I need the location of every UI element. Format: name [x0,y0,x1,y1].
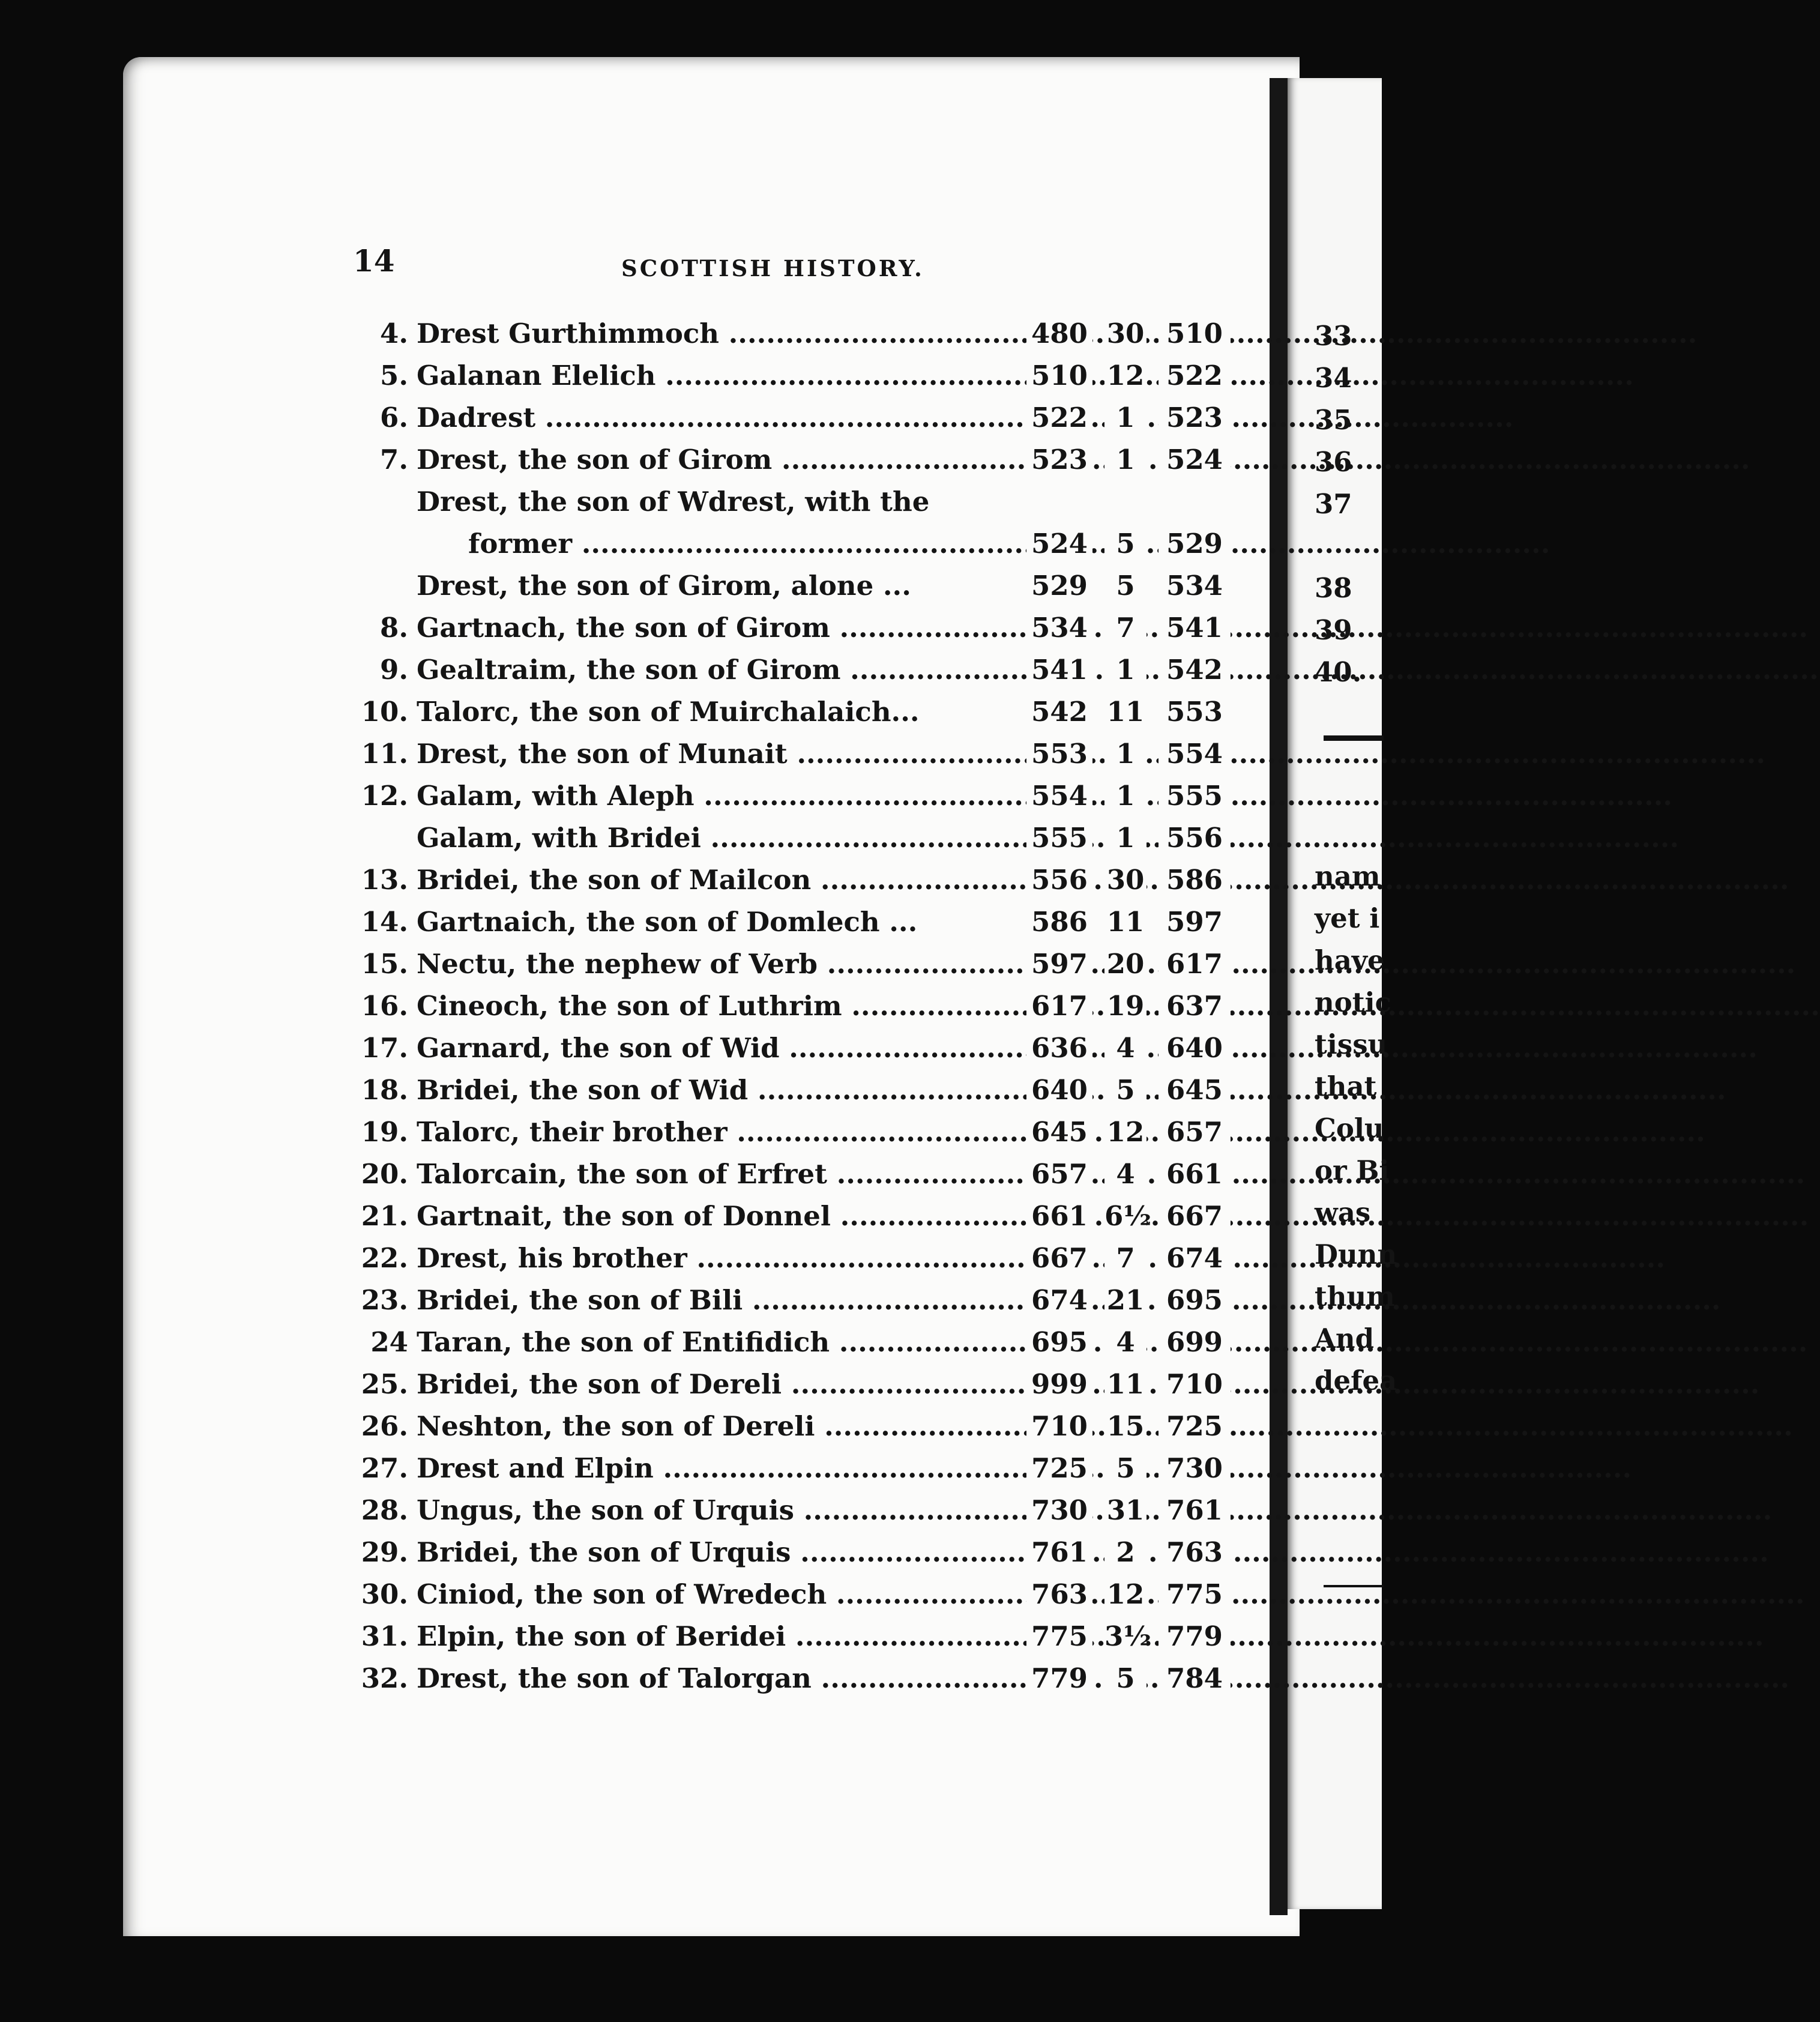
row-number: 9. [380,654,408,686]
start-year: 597 [1026,946,1092,983]
end-year: 556 [1159,819,1231,857]
table-row [342,1324,1223,1361]
reign-years: 12 [1104,357,1147,394]
row-number: 8. [380,612,408,644]
table-row [342,525,1223,563]
end-year: 597 [1159,904,1231,941]
row-number: 14. [361,906,408,938]
king-name: Talorc, the son of Muirchalaich... [417,696,920,728]
start-year: 657 [1026,1156,1092,1193]
king-name: Gealtraim, the son of Girom ..... [417,651,1017,689]
start-year: 542 [1026,693,1092,731]
row-number: 21. [361,1200,408,1232]
start-year: 524 [1026,525,1092,563]
row-number: 31. [361,1620,408,1652]
start-year: 779 [1026,1660,1092,1697]
start-year: 554 [1026,777,1092,815]
row-number: 4. [380,318,408,349]
row-number: 20. [361,1158,408,1190]
row-number: 24 [370,1326,408,1358]
table-row [342,1492,1223,1529]
end-year: 710 [1159,1366,1231,1403]
reign-years: 15 [1104,1408,1147,1445]
facing-page-fragment: defea [1315,1365,1397,1396]
king-name: Drest, the son of Wdrest, with the [417,486,930,518]
facing-page-fragment: that [1315,1070,1377,1102]
start-year: 761 [1026,1534,1092,1571]
table-row [342,1618,1223,1655]
table-row [342,1198,1223,1235]
reign-years: 11 [1104,904,1147,941]
start-year: 617 [1026,988,1092,1025]
row-number: 18. [361,1074,408,1106]
start-year: 529 [1026,567,1092,605]
facing-page-fragment: 33 [1315,320,1352,352]
table-row [342,819,1223,857]
facing-page-fragment: was [1315,1197,1371,1228]
row-number: 23. [361,1284,408,1316]
start-year: 510 [1026,357,1092,394]
king-name: Elpin, the son of Beridei ..... [417,1618,1017,1655]
start-year: 522 [1026,399,1092,436]
end-year: 541 [1159,609,1231,647]
reign-years: 4 [1104,1156,1147,1193]
end-year: 763 [1159,1534,1231,1571]
table-row [342,1366,1223,1403]
start-year: 674 [1026,1282,1092,1319]
table-row [342,1534,1223,1571]
king-name: Neshton, the son of Dereli ..... [417,1408,1017,1445]
king-name: former ..... [468,525,1068,563]
reign-years: 12 [1104,1576,1147,1613]
king-name: Gartnait, the son of Donnel ..... [417,1198,1017,1235]
king-name: Bridei, the son of Dereli ..... [417,1366,1017,1403]
end-year: 730 [1159,1450,1231,1487]
end-year: 554 [1159,735,1231,773]
facing-page-fragment: And [1315,1323,1375,1354]
start-year: 999 [1026,1366,1092,1403]
reign-years: 1 [1104,777,1147,815]
start-year: 667 [1026,1240,1092,1277]
table-row [342,1450,1223,1487]
king-name: Drest Gurthimmoch ..... [417,315,1017,352]
table-row [342,609,1223,647]
end-year: 640 [1159,1030,1231,1067]
start-year: 534 [1026,609,1092,647]
table-row [342,1660,1223,1697]
reign-years: 7 [1104,1240,1147,1277]
end-year: 657 [1159,1114,1231,1151]
king-name: Gartnach, the son of Girom ..... [417,609,1017,647]
reign-years: 6½ [1104,1198,1147,1235]
table-row [342,1408,1223,1445]
facing-page-rule [1324,735,1384,741]
king-name: Gartnaich, the son of Domlech ... [417,906,918,938]
king-name: Bridei, the son of Urquis ..... [417,1534,1017,1571]
facing-page-fragment: 35 [1315,404,1352,436]
table-row [342,693,1223,731]
end-year: 645 [1159,1072,1231,1109]
start-year: 636 [1026,1030,1092,1067]
start-year: 725 [1026,1450,1092,1487]
start-year: 730 [1026,1492,1092,1529]
end-year: 784 [1159,1660,1231,1697]
start-year: 586 [1026,904,1092,941]
facing-page-fragment: or Bi [1315,1154,1390,1186]
facing-page-fragment: 36 [1315,446,1352,478]
reign-years: 21 [1104,1282,1147,1319]
row-number: 15. [361,948,408,980]
facing-page-rule [1324,1585,1384,1587]
start-year: 523 [1026,441,1092,478]
reign-years: 5 [1104,1072,1147,1109]
end-year: 667 [1159,1198,1231,1235]
start-year: 640 [1026,1072,1092,1109]
reign-years: 20 [1104,946,1147,983]
end-year: 534 [1159,567,1231,605]
facing-page-fragment: yet i [1315,902,1380,934]
row-number: 17. [361,1032,408,1064]
end-year: 674 [1159,1240,1231,1277]
running-head: SCOTTISH HISTORY. [621,255,924,282]
row-number: 28. [361,1494,408,1526]
row-number: 30. [361,1578,408,1610]
end-year: 523 [1159,399,1231,436]
end-year: 617 [1159,946,1231,983]
reign-years: 2 [1104,1534,1147,1571]
reign-years: 31 [1104,1492,1147,1529]
reign-years: 30 [1104,315,1147,352]
king-name: Talorc, their brother ..... [417,1114,1017,1151]
row-number: 12. [361,780,408,812]
king-name: Bridei, the son of Wid ..... [417,1072,1017,1109]
row-number: 7. [380,444,408,475]
facing-page-fragment: 39 [1315,614,1352,646]
row-number: 22. [361,1242,408,1274]
king-name: Talorcain, the son of Erfret ..... [417,1156,1017,1193]
facing-page-fragment: 37 [1315,488,1352,520]
end-year: 637 [1159,988,1231,1025]
start-year: 695 [1026,1324,1092,1361]
reign-years: 7 [1104,609,1147,647]
reign-years: 1 [1104,819,1147,857]
end-year: 524 [1159,441,1231,478]
reign-years: 11 [1104,1366,1147,1403]
row-number: 29. [361,1536,408,1568]
reign-years: 19 [1104,988,1147,1025]
reign-years: 1 [1104,651,1147,689]
facing-page-fragment: Dunn [1315,1239,1397,1270]
end-year: 661 [1159,1156,1231,1193]
reign-years: 1 [1104,441,1147,478]
row-number: 26. [361,1410,408,1442]
facing-page-fragment: 34 [1315,362,1352,394]
row-number: 10. [361,696,408,728]
king-name: Drest, the son of Munait ..... [417,735,1017,773]
table-row [342,946,1223,983]
king-name: Taran, the son of Entifidich ..... [417,1324,1017,1361]
table-row [342,651,1223,689]
table-row [342,1282,1223,1319]
end-year: 529 [1159,525,1231,563]
start-year: 661 [1026,1198,1092,1235]
king-name: Drest, the son of Girom ..... [417,441,1017,478]
table-row [342,315,1223,352]
end-year: 699 [1159,1324,1231,1361]
start-year: 480 [1026,315,1092,352]
reign-years: 5 [1104,525,1147,563]
table-row [342,483,1147,521]
king-name: Cineoch, the son of Luthrim ..... [417,988,1017,1025]
row-number: 11. [361,738,408,770]
king-name: Galam, with Bridei ..... [417,819,1017,857]
end-year: 510 [1159,315,1231,352]
row-number: 13. [361,864,408,896]
reign-years: 5 [1104,1660,1147,1697]
table-row [342,1114,1223,1151]
king-name: Garnard, the son of Wid ..... [417,1030,1017,1067]
table-row [342,441,1223,478]
end-year: 695 [1159,1282,1231,1319]
end-year: 522 [1159,357,1231,394]
start-year: 775 [1026,1618,1092,1655]
facing-page-fragment: have [1315,944,1385,976]
table-row [342,1576,1223,1613]
end-year: 555 [1159,777,1231,815]
king-name: Galanan Elelich ..... [417,357,1017,394]
start-year: 541 [1026,651,1092,689]
start-year: 645 [1026,1114,1092,1151]
start-year: 556 [1026,862,1092,899]
table-row [342,1030,1223,1067]
row-number: 32. [361,1662,408,1694]
table-row [342,735,1223,773]
start-year: 553 [1026,735,1092,773]
row-number: 5. [380,360,408,391]
king-name: Drest, the son of Talorgan ..... [417,1660,1017,1697]
end-year: 761 [1159,1492,1231,1529]
table-row [342,1072,1223,1109]
table-row [342,399,1223,436]
end-year: 779 [1159,1618,1231,1655]
king-name: Ungus, the son of Urquis ..... [417,1492,1017,1529]
facing-page-fragment: 38 [1315,572,1352,604]
facing-page-fragment: tissu [1315,1028,1388,1060]
row-number: 19. [361,1116,408,1148]
reign-years: 1 [1104,735,1147,773]
reign-years: 4 [1104,1324,1147,1361]
facing-page-fragment: 40. [1315,656,1362,688]
reign-years: 3½ [1104,1618,1147,1655]
king-name: Drest and Elpin ..... [417,1450,1017,1487]
king-name: Drest, the son of Girom, alone ... [417,570,911,602]
row-number: 25. [361,1368,408,1400]
reign-years: 1 [1104,399,1147,436]
table-row [342,567,1223,605]
table-row [342,1156,1223,1193]
end-year: 553 [1159,693,1231,731]
facing-page-fragment: Colu [1315,1112,1384,1144]
reign-years: 5 [1104,567,1147,605]
end-year: 542 [1159,651,1231,689]
end-year: 775 [1159,1576,1231,1613]
facing-page-fragment: notic [1315,986,1392,1018]
king-name: Bridei, the son of Mailcon ..... [417,862,1017,899]
reign-years: 12 [1104,1114,1147,1151]
table-row [342,904,1223,941]
row-number: 27. [361,1452,408,1484]
page-number: 14 [353,243,395,279]
row-number: 16. [361,990,408,1022]
king-name: Galam, with Aleph ..... [417,777,1017,815]
reign-years: 30 [1104,862,1147,899]
start-year: 710 [1026,1408,1092,1445]
start-year: 555 [1026,819,1092,857]
end-year: 586 [1159,862,1231,899]
table-row [342,1240,1223,1277]
facing-page-fragment: nam [1315,860,1381,892]
row-number: 6. [380,402,408,433]
reign-years: 11 [1104,693,1147,731]
end-year: 725 [1159,1408,1231,1445]
facing-page-fragment: thum [1315,1281,1395,1312]
king-name: Dadrest ..... [417,399,1017,436]
king-name: Bridei, the son of Bili ..... [417,1282,1017,1319]
king-name: Ciniod, the son of Wredech ..... [417,1576,1017,1613]
king-name: Nectu, the nephew of Verb ..... [417,946,1017,983]
reign-years: 5 [1104,1450,1147,1487]
table-row [342,357,1223,394]
start-year: 763 [1026,1576,1092,1613]
king-name: Drest, his brother ..... [417,1240,1017,1277]
table-row [342,862,1223,899]
table-row [342,988,1223,1025]
reign-years: 4 [1104,1030,1147,1067]
table-row [342,777,1223,815]
